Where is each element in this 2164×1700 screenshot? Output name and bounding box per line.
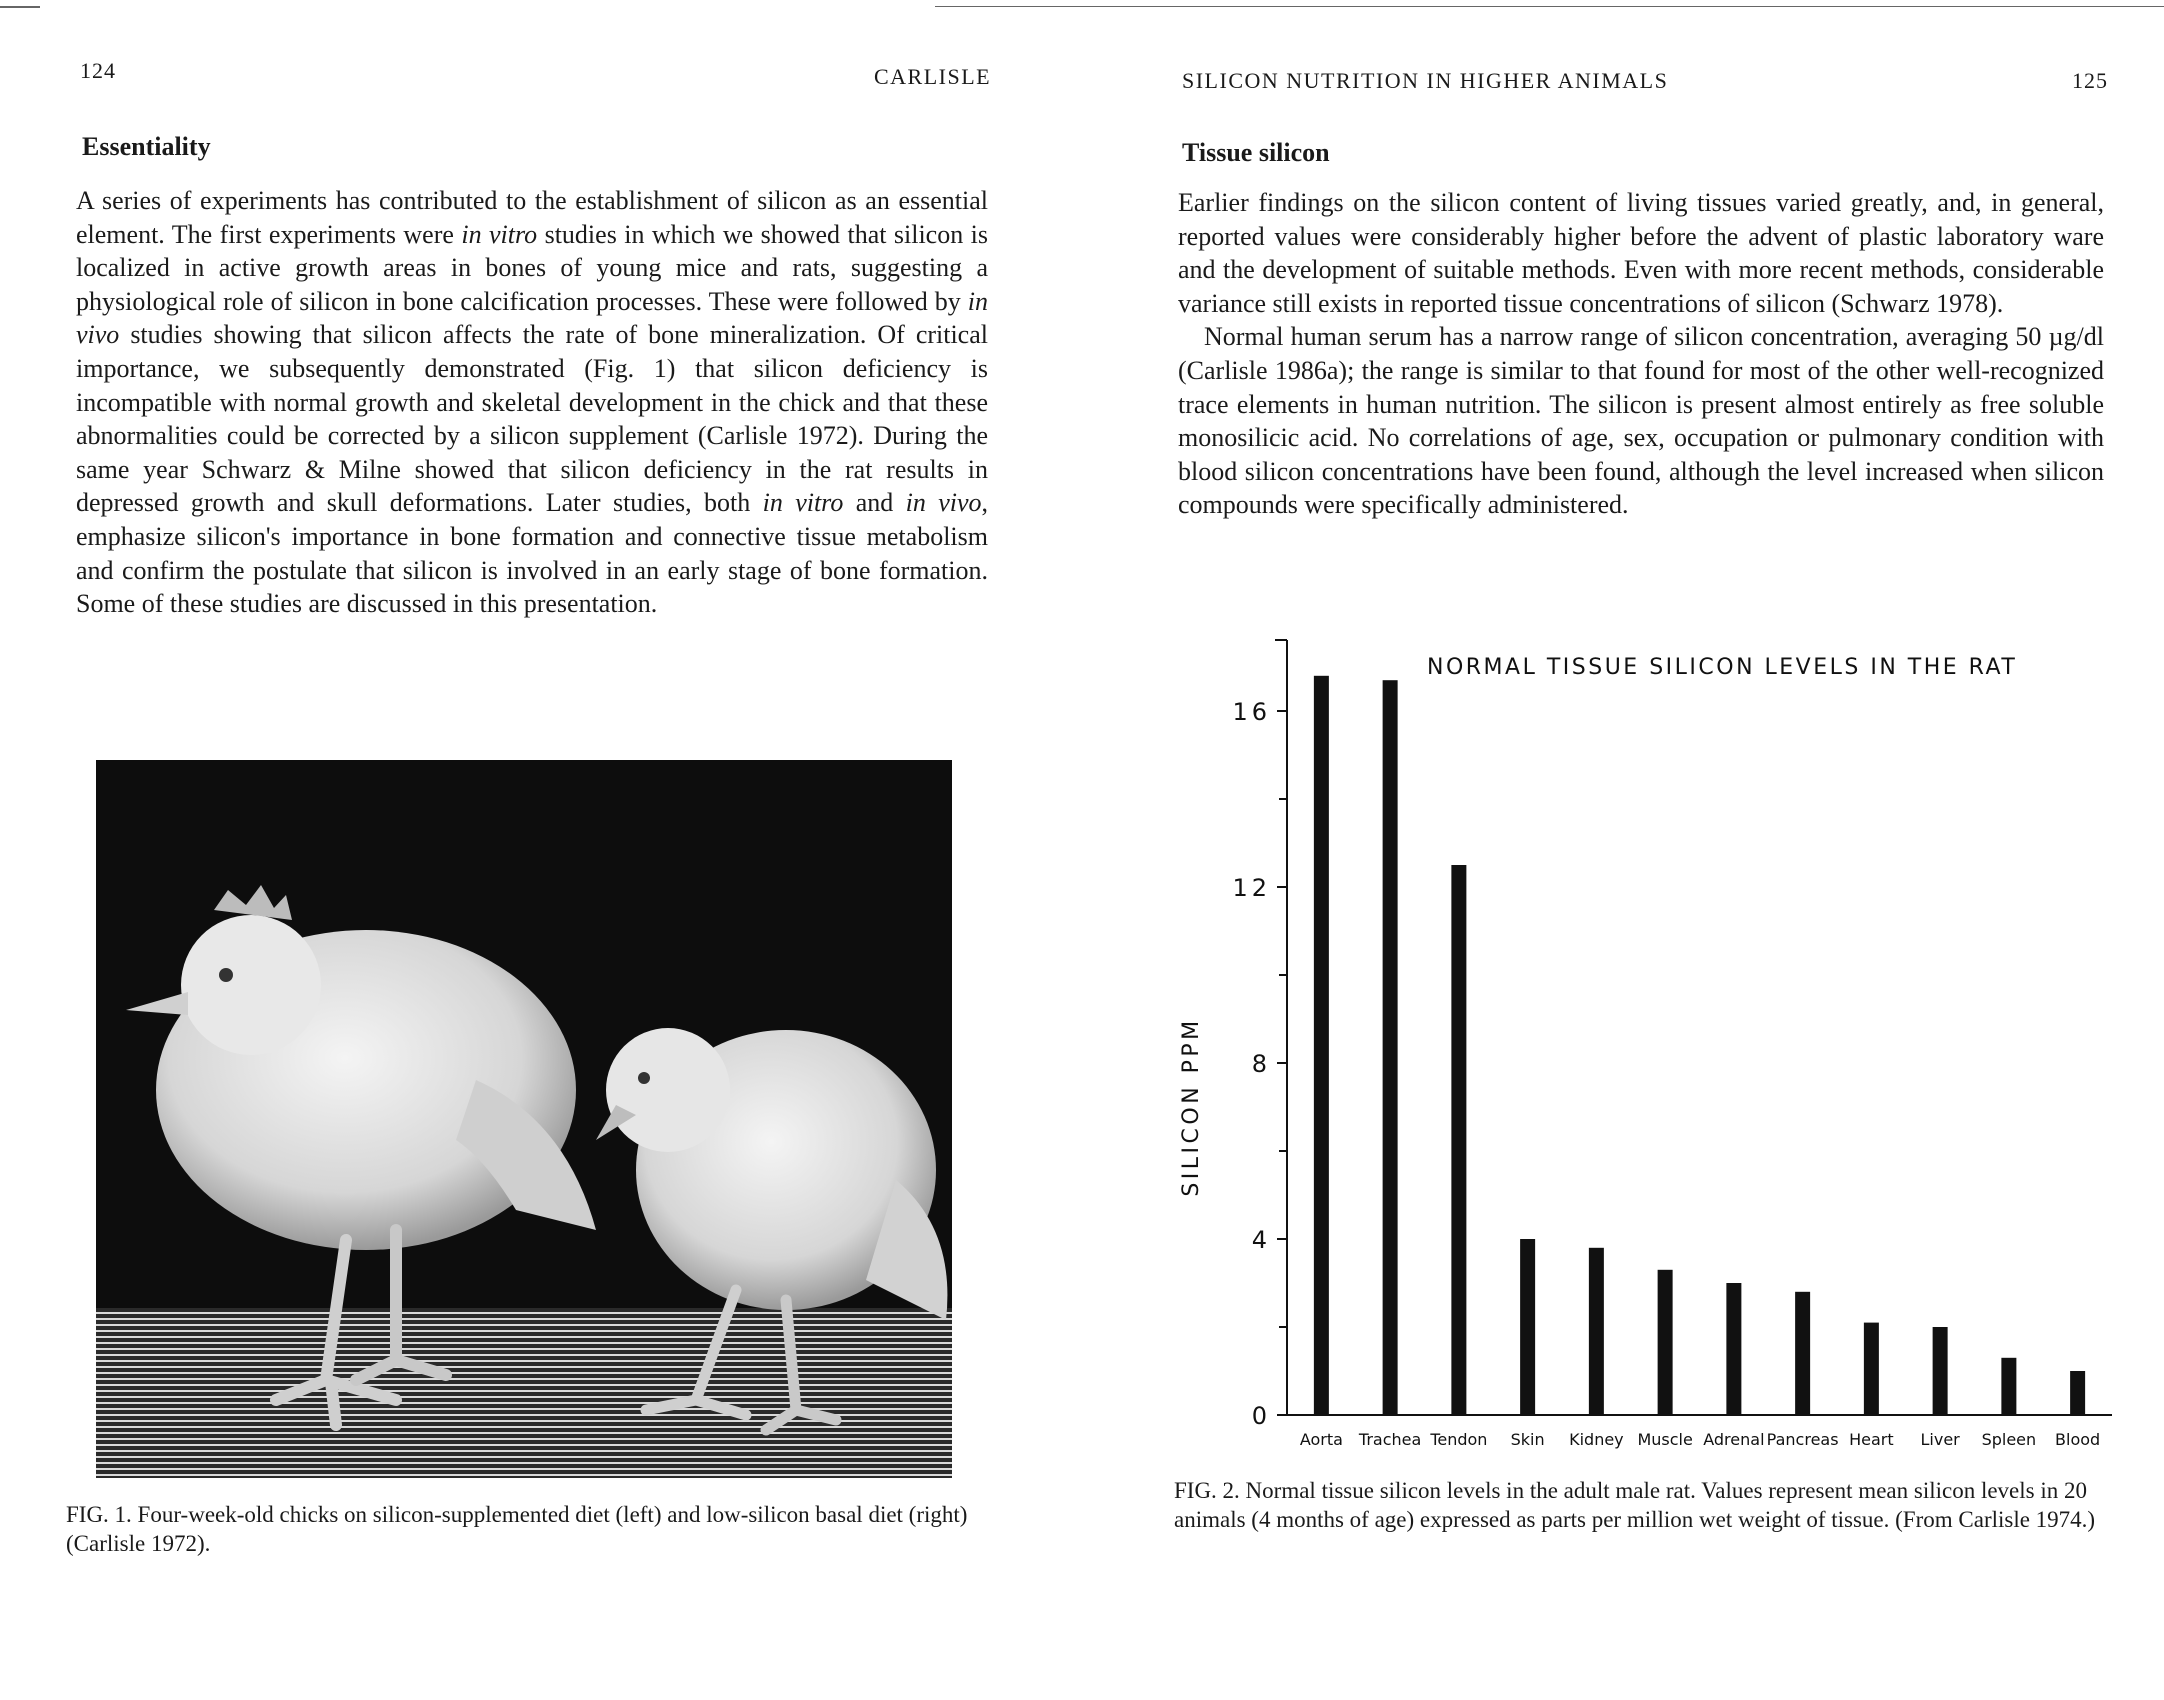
page-number-left: 124 xyxy=(80,58,116,83)
chicks-photo xyxy=(96,760,952,1478)
x-tick-label: Blood xyxy=(2055,1430,2101,1449)
running-head-left: CARLISLE xyxy=(874,64,992,89)
bar-trachea xyxy=(1383,680,1398,1415)
text-run: studies showing that silicon affects the rate of bone mineralization. Of critical importance, we subsequently demonstrated (Fig. 1) that silicon deficiency is incompatible with normal growth and skeletal development in the chick and that these abnormalities could be corrected by a silicon supplement (Carlisle 1972). During the same year Schwarz & Milne showed that silicon deficiency in the rat results in depressed growth and skull deformations. Later studies, both xyxy=(76,320,988,518)
x-tick-label: Tendon xyxy=(1430,1430,1488,1449)
chart-title: NORMAL TISSUE SILICON LEVELS IN THE RAT xyxy=(1427,655,2018,680)
italic-term: in vitro xyxy=(461,219,538,249)
tissue-silicon-paragraph-2: Normal human serum has a narrow range of silicon concentration, averaging 50 µg/dl (Carlisle 1986a); the range is similar to that found for most of the other well-recognized trace elements in human nutrition. The silicon is present almost entirely as free soluble monosilicic acid. No correlations of age, sex, occupation or pulmonary condition with blood silicon concentrations have been found, although the level increased when silicon compounds were specifically administered. xyxy=(1178,322,2104,520)
tissue-silicon-paragraph-1: Earlier findings on the silicon content of living tissues varied greatly, and, in general, reported values were considerably higher before the advent of plastic laboratory ware and the development of suitable methods. Even with more recent methods, considerable variance still exists in reported tissue concentrations of silicon (Schwarz 1978). xyxy=(1178,188,2104,318)
bar-adrenal xyxy=(1726,1283,1741,1415)
y-tick-label: 8 xyxy=(1251,1050,1271,1078)
text-run: , emphasize silicon's importance in bone formation and connective tissue metabolism and confirm the postulate that silicon is involved in an early stage of bone formation. Some of these studies are discussed in this presentation. xyxy=(76,488,988,619)
y-tick-label: 12 xyxy=(1232,874,1271,902)
bar-blood xyxy=(2070,1371,2085,1415)
x-tick-label: Muscle xyxy=(1637,1430,1693,1449)
x-tick-label: Pancreas xyxy=(1766,1430,1839,1449)
text-run: A series of experiments has contributed to the establishment of silicon as an essential element. The first experiments were xyxy=(76,186,988,249)
x-tick-label: Adrenal xyxy=(1703,1430,1765,1449)
x-tick-label: Skin xyxy=(1510,1430,1545,1449)
bar-liver xyxy=(1933,1327,1948,1415)
figure-1-caption: FIG. 1. Four-week-old chicks on silicon-supplemented diet (left) and low-silicon basal diet (right) (Carlisle 1972). xyxy=(66,1502,968,1556)
y-tick-label: 4 xyxy=(1251,1226,1271,1254)
x-tick-label: Kidney xyxy=(1569,1430,1624,1449)
page-number-right: 125 xyxy=(2072,68,2108,93)
italic-term: in vivo xyxy=(76,286,988,350)
bar-tendon xyxy=(1451,865,1466,1415)
x-tick-label: Heart xyxy=(1849,1430,1894,1449)
x-tick-label: Liver xyxy=(1920,1430,1960,1449)
running-head-right: SILICON NUTRITION IN HIGHER ANIMALS xyxy=(1182,68,1669,93)
italic-term: in vivo xyxy=(905,488,982,518)
italic-term: in vitro xyxy=(762,488,844,518)
y-tick-label: 0 xyxy=(1251,1402,1271,1430)
x-tick-label: Trachea xyxy=(1358,1430,1422,1449)
y-axis-label: SILICON PPM xyxy=(1179,1017,1204,1197)
text-run: studies in which we showed that silicon is localized in active growth areas in bones of young mice and rats, suggesting a physiological role of silicon in bone calcification processes. These were followed by xyxy=(76,219,988,316)
section-heading-tissue-silicon: Tissue silicon xyxy=(1182,138,1330,167)
section-heading-essentiality: Essentiality xyxy=(82,132,211,161)
figure-2-caption: FIG. 2. Normal tissue silicon levels in the adult male rat. Values represent mean silicon levels in 20 animals (4 months of age) expressed as parts per million wet weight of tissue. (From Carlisle 1974.) xyxy=(1174,1478,2096,1532)
tissue-silicon-bar-chart xyxy=(1160,630,2120,1460)
tissue-silicon-text xyxy=(1178,186,2104,522)
x-tick-label: Aorta xyxy=(1299,1430,1343,1449)
bar-aorta xyxy=(1314,676,1329,1415)
y-tick-label: 16 xyxy=(1232,698,1271,726)
bar-muscle xyxy=(1658,1270,1673,1415)
bar-skin xyxy=(1520,1239,1535,1415)
text-run: and xyxy=(843,488,906,518)
bar-pancreas xyxy=(1795,1292,1810,1415)
bar-kidney xyxy=(1589,1248,1604,1415)
essentiality-paragraph xyxy=(76,184,988,621)
bar-spleen xyxy=(2001,1358,2016,1415)
bar-heart xyxy=(1864,1323,1879,1415)
x-tick-label: Spleen xyxy=(1981,1430,2037,1449)
